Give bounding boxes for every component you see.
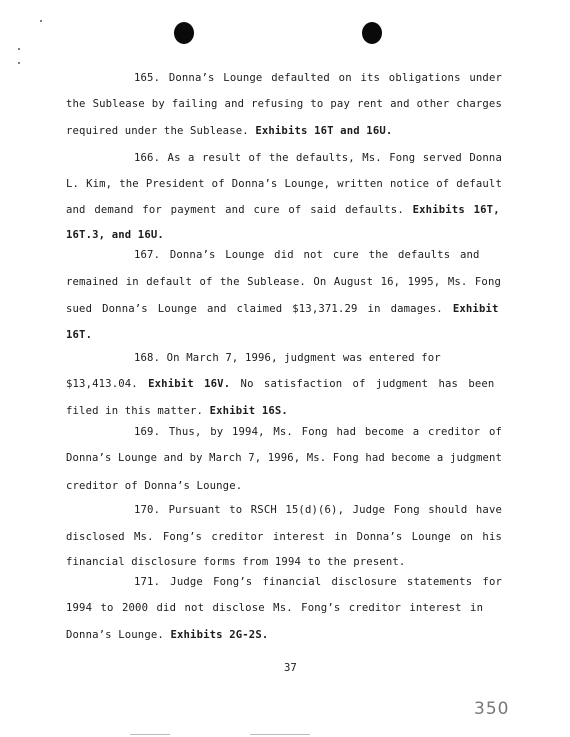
text-run: L. Kim, the President of Donna’s Lounge, written notice of default bbox=[66, 178, 502, 190]
text-line bbox=[66, 601, 483, 615]
text-run: financial disclosure forms from 1994 to the present. bbox=[66, 556, 406, 568]
scan-edge-mark bbox=[130, 734, 170, 735]
punch-hole-left bbox=[174, 22, 194, 44]
text-run: 171. Judge Fong’s financial disclosure statements for bbox=[134, 576, 502, 588]
text-line bbox=[134, 351, 441, 365]
text-run: and demand for payment and cure of said defaults. bbox=[66, 204, 413, 216]
text-run: No satisfaction of judgment has been bbox=[230, 378, 495, 390]
text-line bbox=[66, 479, 242, 493]
exhibit-reference: 16T. bbox=[66, 329, 93, 341]
text-line bbox=[66, 97, 502, 111]
text-run: the Sublease by failing and refusing to pay rent and other charges bbox=[66, 98, 502, 110]
bates-stamp: 350 bbox=[474, 699, 510, 719]
text-line bbox=[66, 377, 494, 391]
text-run: 165. Donna’s Lounge defaulted on its obligations under bbox=[134, 72, 502, 84]
text-line bbox=[66, 555, 405, 569]
text-line bbox=[66, 451, 502, 465]
text-line bbox=[66, 302, 499, 316]
text-line bbox=[66, 404, 288, 418]
text-line bbox=[134, 575, 502, 589]
punch-hole-right bbox=[362, 22, 382, 44]
exhibit-reference: Exhibits 16T, bbox=[412, 204, 500, 216]
text-line bbox=[134, 151, 502, 165]
text-line bbox=[66, 124, 392, 138]
text-line bbox=[66, 203, 500, 217]
text-run: disclosed Ms. Fong’s creditor interest in Donna’s Lounge on his bbox=[66, 531, 502, 543]
text-run: required under the Sublease. bbox=[66, 125, 256, 137]
exhibit-reference: Exhibits 2G-2S. bbox=[170, 629, 269, 641]
text-run: 169. Thus, by 1994, Ms. Fong had become a creditor of bbox=[134, 426, 502, 438]
text-line bbox=[66, 177, 502, 191]
text-line bbox=[134, 71, 502, 85]
text-line bbox=[134, 425, 502, 439]
text-run: Donna’s Lounge and by March 7, 1996, Ms. Fong had become a judgment bbox=[66, 452, 502, 464]
text-line bbox=[66, 328, 92, 342]
text-run: $13,413.04. bbox=[66, 378, 149, 390]
text-line bbox=[66, 228, 164, 242]
text-run: creditor of Donna’s Lounge. bbox=[66, 480, 243, 492]
scan-edge-mark bbox=[250, 734, 310, 735]
text-run: sued Donna’s Lounge and claimed $13,371.29 in damages. bbox=[66, 303, 453, 315]
text-line bbox=[66, 628, 268, 642]
scan-speck bbox=[18, 62, 20, 64]
text-line bbox=[66, 530, 502, 544]
exhibit-reference: Exhibits 16T and 16U. bbox=[255, 125, 393, 137]
text-run: 166. As a result of the defaults, Ms. Fong served Donna bbox=[134, 152, 502, 164]
text-line bbox=[134, 248, 480, 262]
exhibit-reference: Exhibit 16V. bbox=[148, 378, 231, 390]
text-run: 167. Donna’s Lounge did not cure the defaults and bbox=[134, 249, 480, 261]
scan-speck bbox=[40, 20, 42, 22]
text-run: 1994 to 2000 did not disclose Ms. Fong’s creditor interest in bbox=[66, 602, 484, 614]
text-run: 170. Pursuant to RSCH 15(d)(6), Judge Fong should have bbox=[134, 504, 502, 516]
text-line bbox=[66, 275, 501, 289]
page-number: 37 bbox=[284, 662, 297, 674]
exhibit-reference: Exhibit 16S. bbox=[209, 405, 288, 417]
text-run: filed in this matter. bbox=[66, 405, 210, 417]
text-run: 168. On March 7, 1996, judgment was entered for bbox=[134, 352, 441, 364]
text-run: Donna’s Lounge. bbox=[66, 629, 171, 641]
text-line bbox=[134, 503, 502, 517]
scan-speck bbox=[18, 48, 20, 50]
text-run: remained in default of the Sublease. On August 16, 1995, Ms. Fong bbox=[66, 276, 502, 288]
exhibit-reference: 16T.3, and 16U. bbox=[66, 229, 164, 241]
exhibit-reference: Exhibit bbox=[452, 303, 499, 315]
